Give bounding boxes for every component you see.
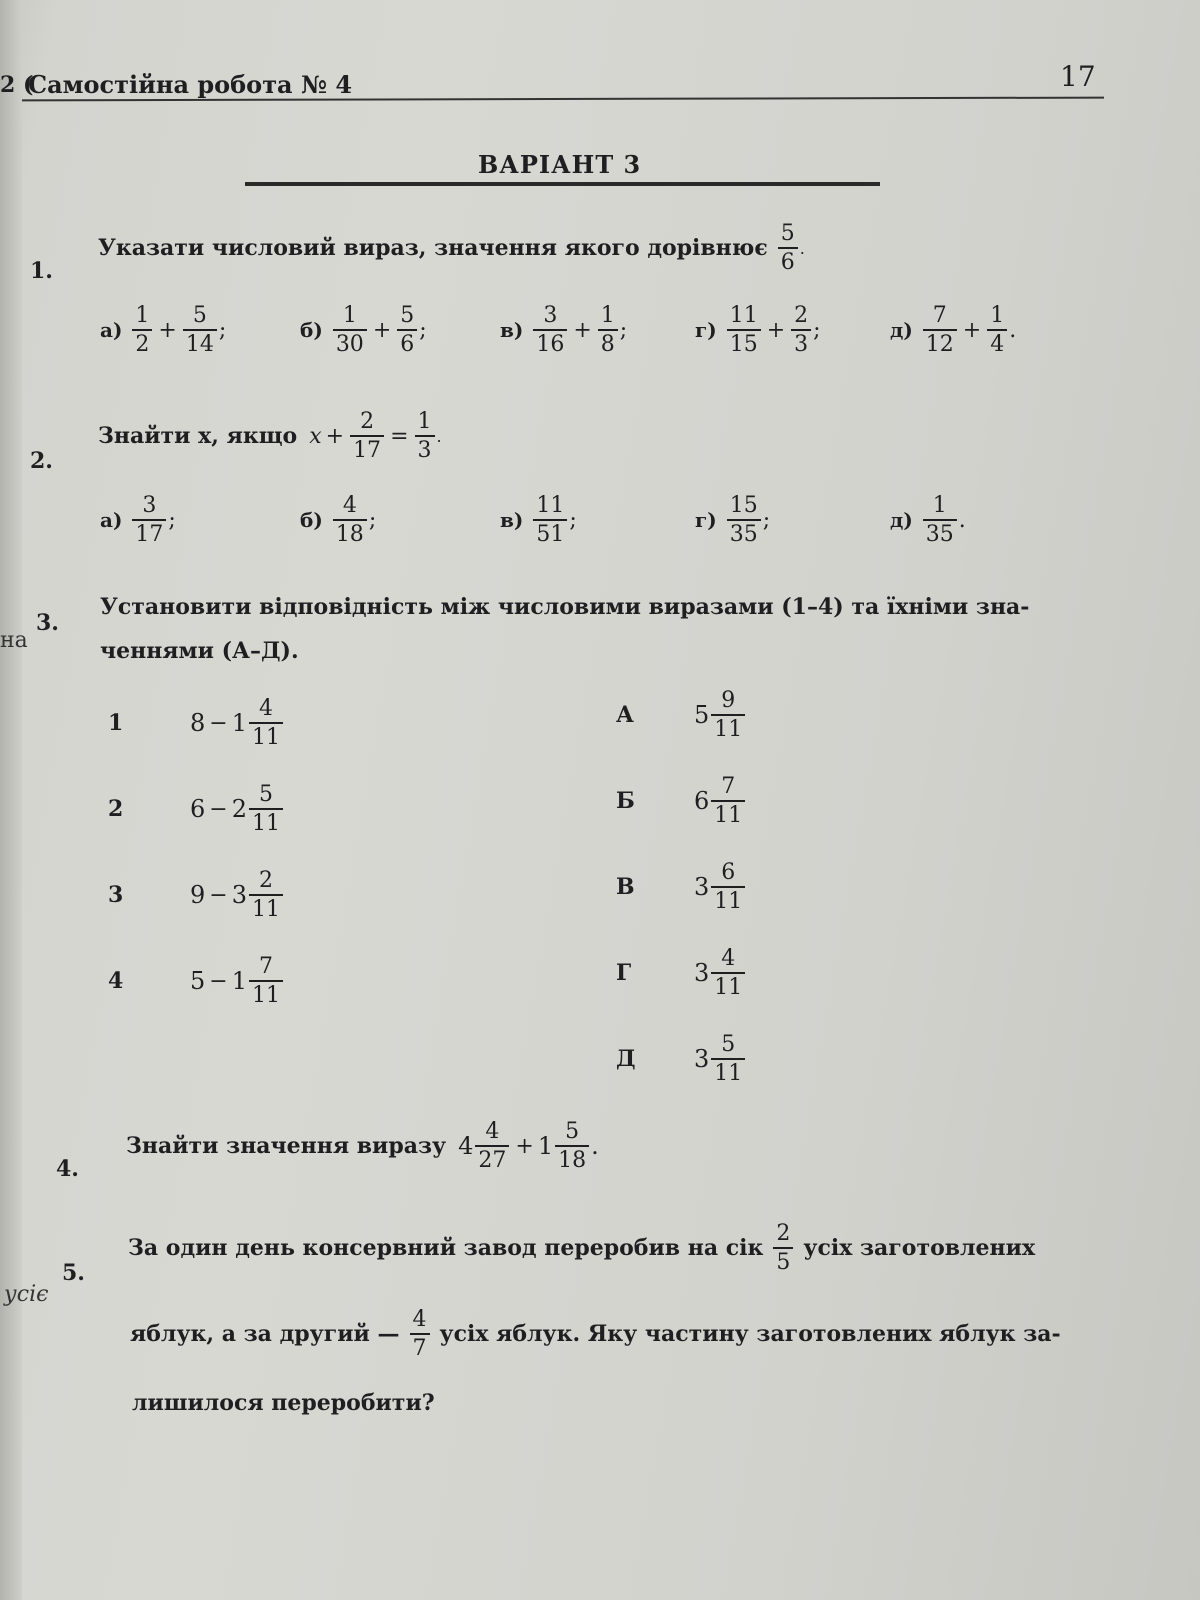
fraction: $\frac{5}{14}$ [183, 304, 217, 356]
problem-text: ченнями (А–Д). [100, 638, 299, 664]
problem-text: Знайти значення виразу [126, 1133, 447, 1160]
fraction: $\frac{6}{11}$ [711, 861, 745, 913]
fraction: $\frac{5}{11}$ [711, 1033, 745, 1085]
option-b: б) $\frac{4}{18}$ ; [300, 493, 377, 548]
page-number: 17 [1060, 60, 1096, 93]
option-v: в) $\frac{3}{16}$ + $\frac{1}{8}$ ; [500, 303, 628, 358]
option-a: а) $\frac{1}{2}$ + $\frac{5}{14}$ ; [100, 303, 227, 358]
fraction: $\frac{5}{6}$ [778, 222, 798, 274]
fraction: $\frac{3}{17}$ [132, 494, 166, 546]
fraction: $\frac{9}{11}$ [711, 689, 745, 741]
fraction: $\frac{5}{11}$ [249, 783, 283, 835]
problem-number: 4. [56, 1156, 79, 1182]
problem-2-options [100, 494, 1060, 546]
fraction: $\frac{4}{7}$ [410, 1308, 430, 1360]
fraction: $\frac{1}{2}$ [132, 304, 152, 356]
problem-5-line-2: яблук, а за другий — $\frac{4}{7}$ усіх яблук. Яку частину заготовлених яблук за- [130, 1307, 1061, 1362]
expression-row: 4 5 − 1 $\frac{7}{11}$ [108, 938, 328, 1024]
fraction: $\frac{4}{11}$ [711, 947, 745, 999]
fraction: $\frac{4}{11}$ [249, 697, 283, 749]
expression-row: 3 9 − 3 $\frac{2}{11}$ [108, 852, 328, 938]
margin-fragment: на [0, 628, 28, 653]
value-row: Д 3 $\frac{5}{11}$ [616, 1016, 816, 1102]
problem-text: Установити відповідність між числовими виразами (1–4) та їхніми зна- [100, 594, 1030, 620]
page-header-title: Самостійна робота № 4 [28, 70, 353, 99]
option-g: г) $\frac{15}{35}$ ; [695, 493, 771, 548]
problem-number: 2. [30, 448, 53, 474]
variant-title: ВАРІАНТ 3 [478, 150, 642, 179]
fraction: $\frac{4}{18}$ [333, 494, 367, 546]
fraction: $\frac{2}{5}$ [773, 1222, 793, 1274]
fraction: $\frac{3}{16}$ [533, 304, 567, 356]
fraction: $\frac{2}{11}$ [249, 869, 283, 921]
problem-number: 5. [62, 1260, 85, 1286]
fraction: $\frac{1}{4}$ [987, 304, 1007, 356]
option-d: д) $\frac{7}{12}$ + $\frac{1}{4}$ . [890, 303, 1017, 358]
option-v: в) $\frac{11}{51}$ ; [500, 493, 577, 548]
problem-1-options [100, 304, 1060, 356]
expression-row: 1 8 − 1 $\frac{4}{11}$ [108, 680, 328, 766]
problem-2-statement: Знайти x, якщо x + $\frac{2}{17}$ = $\frac{1}{3}$ . [98, 409, 442, 464]
fraction: $\frac{5}{18}$ [555, 1120, 589, 1172]
fraction: $\frac{2}{17}$ [350, 410, 384, 462]
problem-text: Знайти x, якщо [98, 423, 298, 450]
option-d: д) $\frac{1}{35}$ . [890, 493, 966, 548]
fraction: $\frac{15}{35}$ [727, 494, 761, 546]
value-row: Г 3 $\frac{4}{11}$ [616, 930, 816, 1016]
fraction: $\frac{1}{3}$ [415, 410, 435, 462]
value-row: А 5 $\frac{9}{11}$ [616, 672, 816, 758]
expression-row: 2 6 − 2 $\frac{5}{11}$ [108, 766, 328, 852]
problem-text: Указати числовий вираз, значення якого дорівнює [98, 235, 768, 262]
variant-rule [245, 182, 880, 186]
fraction: $\frac{7}{11}$ [249, 955, 283, 1007]
fraction: $\frac{5}{6}$ [397, 304, 417, 356]
problem-5-line-1: За один день консервний завод переробив на сік $\frac{2}{5}$ усіх заготовлених [128, 1221, 1036, 1276]
values-column [616, 672, 816, 1102]
fraction: $\frac{7}{12}$ [923, 304, 957, 356]
margin-fragment: усіє [4, 1282, 49, 1307]
book-spine-shadow [0, 0, 22, 1600]
fraction: $\frac{1}{8}$ [598, 304, 618, 356]
fraction: $\frac{1}{35}$ [923, 494, 957, 546]
fraction: $\frac{11}{51}$ [533, 494, 567, 546]
problem-5-line-3: лишилося переробити? [132, 1390, 435, 1416]
fraction: $\frac{11}{15}$ [727, 304, 761, 356]
option-a: а) $\frac{3}{17}$ ; [100, 493, 176, 548]
value-row: Б 6 $\frac{7}{11}$ [616, 758, 816, 844]
problem-4-statement: Знайти значення виразу 4 $\frac{4}{27}$ + 1 $\frac{5}{18}$ . [126, 1119, 599, 1174]
fraction: $\frac{2}{3}$ [791, 304, 811, 356]
problem-1-statement: Указати числовий вираз, значення якого дорівнює $\frac{5}{6}$ . [98, 221, 805, 276]
fraction: $\frac{4}{27}$ [475, 1120, 509, 1172]
edge-mark: 2 ( [0, 72, 34, 98]
fraction: $\frac{7}{11}$ [711, 775, 745, 827]
option-g: г) $\frac{11}{15}$ + $\frac{2}{3}$ ; [695, 303, 821, 358]
problem-number: 3. [36, 610, 59, 636]
expressions-column [108, 680, 328, 1024]
fraction: $\frac{1}{30}$ [333, 304, 367, 356]
value-row: В 3 $\frac{6}{11}$ [616, 844, 816, 930]
option-b: б) $\frac{1}{30}$ + $\frac{5}{6}$ ; [300, 303, 427, 358]
problem-number: 1. [30, 258, 53, 284]
